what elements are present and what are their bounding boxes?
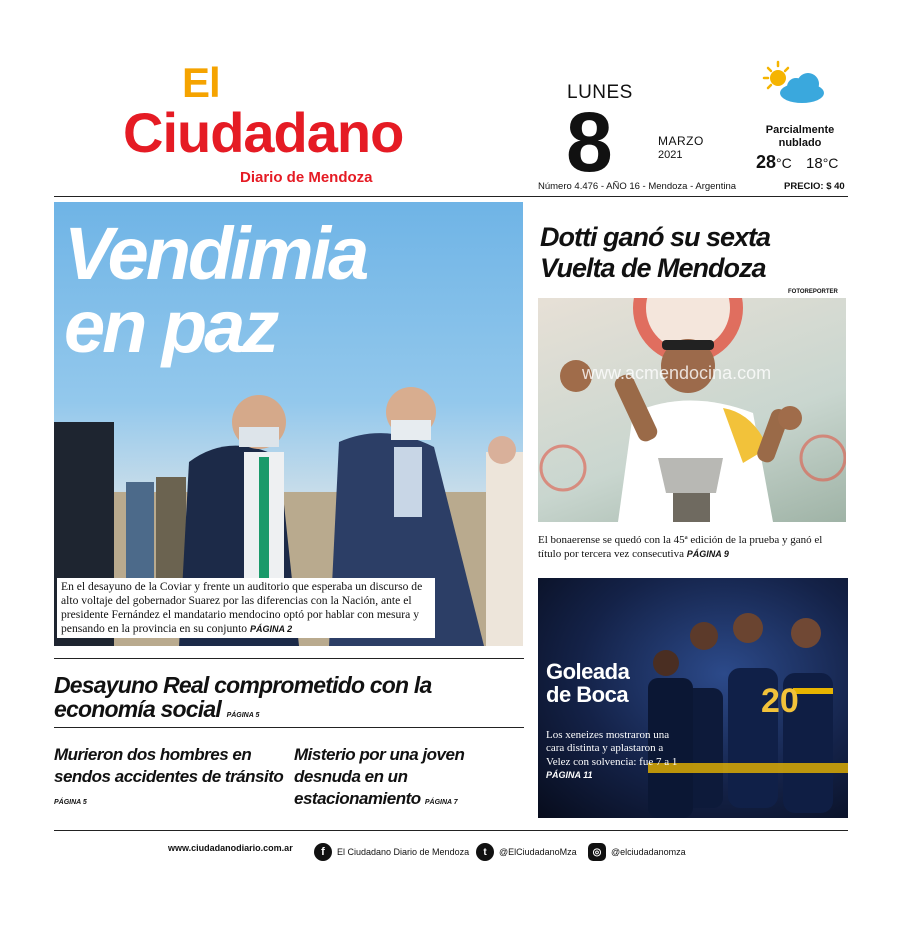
- photo-credit: FOTOREPORTER: [788, 289, 838, 295]
- price: PRECIO: $ 40: [784, 181, 845, 192]
- year: 2021: [658, 149, 683, 161]
- weather-condition: Parcialmente nublado: [765, 124, 835, 149]
- day-number: 8: [566, 95, 613, 189]
- brief-headline-text: Murieron dos hombres en sendos accidentes de tránsito: [54, 745, 284, 787]
- logo-word-el: El: [182, 59, 220, 106]
- secondary-page-ref: PÁGINA 5: [226, 712, 260, 720]
- cycling-photo: [538, 298, 846, 522]
- temp-unit: °C: [822, 155, 839, 171]
- shirt-number: 20: [761, 682, 799, 720]
- main-headline-line2: en paz: [64, 284, 277, 368]
- cycling-photo-illustration: [538, 298, 846, 522]
- footer-facebook[interactable]: [314, 843, 469, 861]
- main-caption: [57, 578, 435, 638]
- partly-cloudy-icon: [760, 60, 830, 110]
- masthead-divider: [54, 196, 848, 197]
- section-divider: [54, 727, 524, 728]
- cycling-caption: [538, 533, 848, 562]
- logo-tagline: Diario de Mendoza: [240, 169, 373, 186]
- instagram-icon: ◎: [588, 843, 606, 861]
- month: MARZO: [658, 134, 704, 148]
- football-caption: [546, 729, 681, 783]
- main-caption-text: En el desayuno de la Coviar y frente un auditorio que esperaba un discurso de alto voltaje del gobernador Suarez por las diferencias con la Nación, ante el presidente Fernández el mandatario mendocino optó por hablar con mesura y pensando en la provincia en su conjunto: [61, 580, 423, 635]
- footer-divider: [54, 830, 848, 831]
- footer-instagram[interactable]: [588, 843, 686, 861]
- football-page-ref: PÁGINA 11: [546, 770, 593, 781]
- twitter-handle[interactable]: @ElCiudadanoMza: [499, 847, 577, 857]
- issue-line: Número 4.476 - AÑO 16 - Mendoza - Argentina: [538, 181, 737, 192]
- main-headline: [64, 212, 367, 368]
- football-caption-text: Los xeneizes mostraron una cara distinta y aplastaron a Velez con solvencia: fue 7 a 1: [546, 729, 678, 768]
- brief-headline-text: Misterio por una joven desnuda en un estacionamiento: [294, 745, 465, 809]
- cycling-page-ref: PÁGINA 9: [686, 549, 729, 560]
- temperature-low: [806, 155, 838, 172]
- website-link[interactable]: www.ciudadanodiario.com.ar: [168, 843, 293, 853]
- footer-website[interactable]: [168, 843, 293, 853]
- temp-unit: °C: [776, 155, 792, 171]
- brief-page-ref: PÁGINA 5: [54, 799, 87, 807]
- main-headline-line1: Vendimia: [64, 212, 367, 295]
- day-name: LUNES: [567, 82, 633, 103]
- twitter-icon: t: [476, 843, 494, 861]
- brief-headline-accidents: [54, 744, 284, 810]
- temp-low-value: 18: [806, 155, 823, 172]
- temperature-high: [756, 152, 792, 173]
- photo-banner: www.acmendocina.com: [582, 363, 772, 383]
- brief-headline-mystery: [294, 744, 524, 810]
- instagram-handle[interactable]: @elciudadanomza: [611, 847, 686, 857]
- facebook-icon: f: [314, 843, 332, 861]
- footer-twitter[interactable]: [476, 843, 577, 861]
- facebook-handle[interactable]: El Ciudadano Diario de Mendoza: [337, 847, 470, 857]
- brief-page-ref: PÁGINA 7: [424, 799, 458, 807]
- secondary-headline-text: Desayuno Real comprometido con la economía social: [54, 672, 432, 723]
- football-headline: [546, 660, 629, 706]
- logo-word-ciudadano: Ciudadano: [123, 101, 404, 164]
- cycling-headline: Dotti ganó su sexta Vuelta de Mendoza: [540, 222, 771, 284]
- football-headline-line1: Goleada: [546, 659, 630, 684]
- cycling-caption-text: El bonaerense se quedó con la 45ª edición de la prueba y ganó el título por tercera vez consecutiva: [538, 534, 823, 561]
- main-page-ref: PÁGINA 2: [250, 623, 293, 634]
- football-headline-line2: de Boca: [546, 682, 629, 708]
- section-divider: [54, 658, 524, 659]
- secondary-headline: [54, 673, 524, 721]
- temp-high-value: 28: [756, 152, 777, 172]
